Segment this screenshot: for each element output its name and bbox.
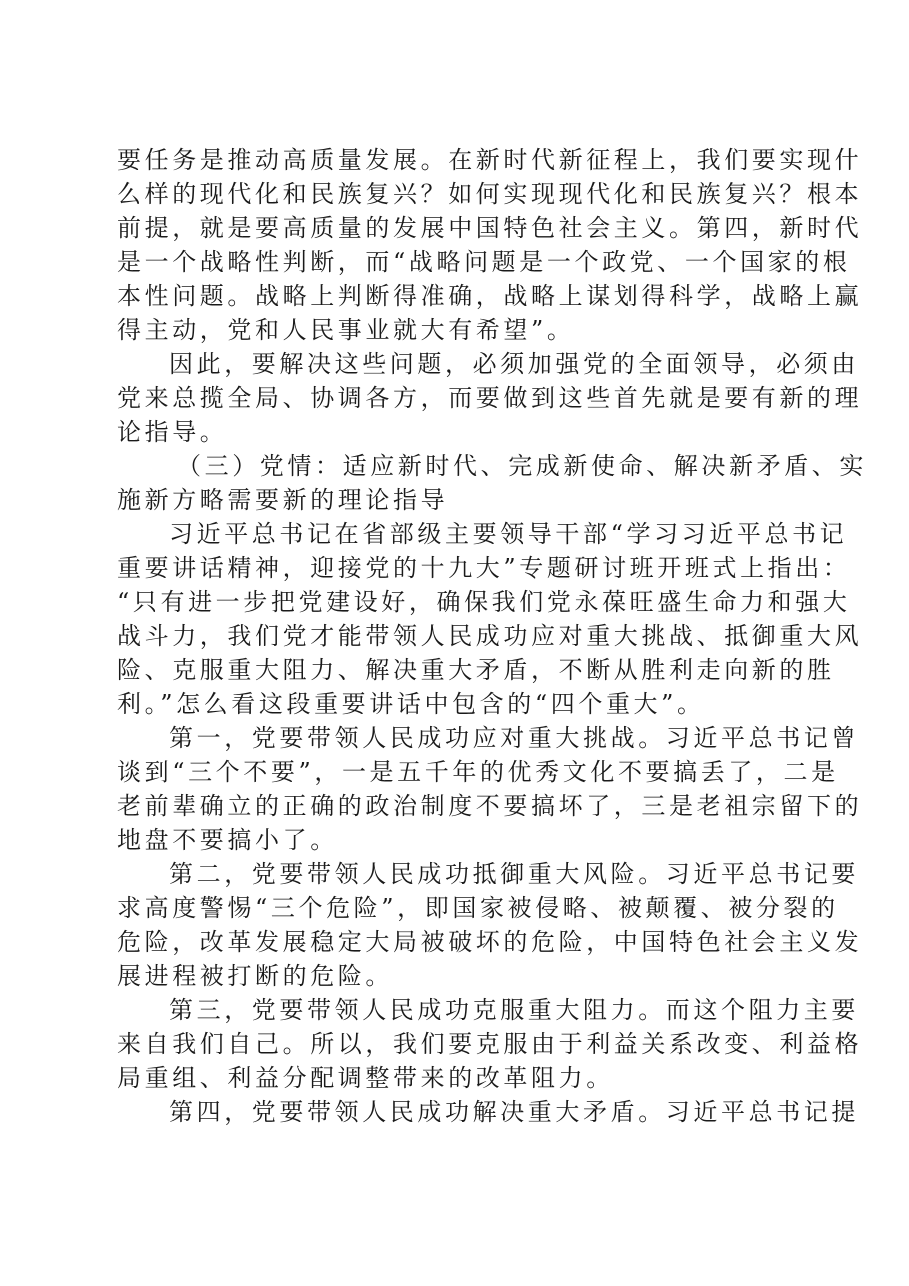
text-line: 地盘不要搞小了。 [117,826,338,854]
text-line: 党来总揽全局、协调各方，而要做到这些首先就是要有新的理 [117,384,863,412]
text-line: 局重组、利益分配调整带来的改革阻力。 [117,1064,614,1092]
text-line: 危险，改革发展稳定大局被破坏的危险，中国特色社会主义发 [117,928,863,956]
section-heading-line: （三）党情：适应新时代、完成新使命、解决新矛盾、实 [177,452,867,480]
paragraph-start-line: 习近平总书记在省部级主要领导干部“学习习近平总书记 [169,520,848,548]
text-line: 战斗力，我们党才能带领人民成功应对重大挑战、抵御重大风 [117,622,863,650]
text-line: “只有进一步把党建设好，确保我们党永葆旺盛生命力和强大 [117,588,851,616]
text-line: 重要讲话精神，迎接党的十九大”专题研讨班开班式上指出： [117,554,851,582]
text-line: 是一个战略性判断，而“战略问题是一个政党、一个国家的根 [117,248,851,276]
section-heading-line: 施新方略需要新的理论指导 [117,486,449,514]
text-line: 利。”怎么看这段重要讲话中包含的“四个重大”。 [117,690,705,718]
document-body [117,143,867,1129]
text-line: 老前辈确立的正确的政治制度不要搞坏了，三是老祖宗留下的 [117,792,863,820]
text-line: 展进程被打断的危险。 [117,962,393,990]
text-line: 么样的现代化和民族复兴？如何实现现代化和民族复兴？根本 [117,180,863,208]
paragraph-start-line: 第三，党要带领人民成功克服重大阻力。而这个阻力主要 [169,996,859,1024]
text-line: 求高度警惕“三个危险”，即国家被侵略、被颠覆、被分裂的 [117,894,839,922]
paragraph-start-line: 因此，要解决这些问题，必须加强党的全面领导，必须由 [169,350,859,378]
paragraph-start-line: 第四，党要带领人民成功解决重大矛盾。习近平总书记提 [169,1098,859,1126]
text-line: 本性问题。战略上判断得准确，战略上谋划得科学，战略上赢 [117,282,863,310]
text-line: 要任务是推动高质量发展。在新时代新征程上，我们要实现什 [117,146,863,174]
text-line: 来自我们自己。所以，我们要克服由于利益关系改变、利益格 [117,1030,863,1058]
text-line: 得主动，党和人民事业就大有希望”。 [117,316,575,344]
text-line: 险、克服重大阻力、解决重大矛盾，不断从胜利走向新的胜 [117,656,835,684]
paragraph-start-line: 第一，党要带领人民成功应对重大挑战。习近平总书记曾 [169,724,859,752]
paragraph-start-line: 第二，党要带领人民成功抵御重大风险。习近平总书记要 [169,860,859,888]
text-line: 前提，就是要高质量的发展中国特色社会主义。第四，新时代 [117,214,863,242]
text-line: 谈到“三个不要”，一是五千年的优秀文化不要搞丢了，二是 [117,758,839,786]
text-line: 论指导。 [117,418,228,446]
